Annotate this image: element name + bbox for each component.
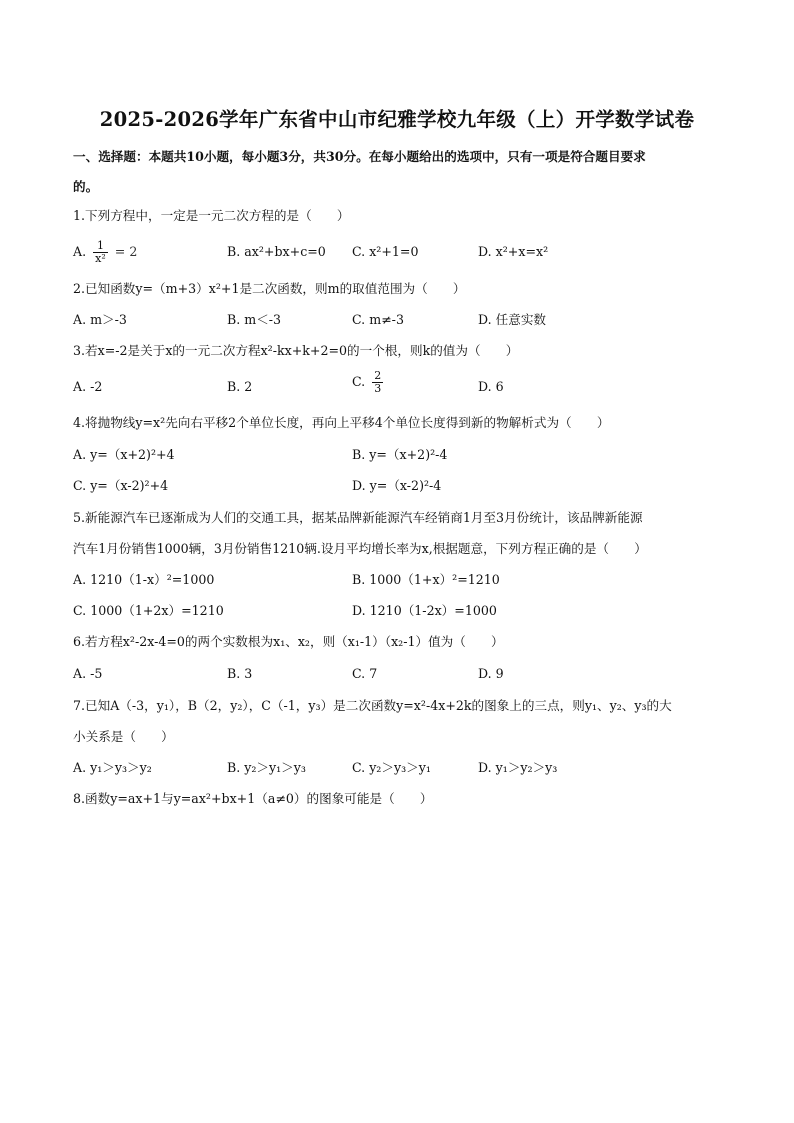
question-4-option-b: B. y=（x+2)²-4 <box>352 447 448 462</box>
question-6-option-a: A. -5 <box>73 666 103 681</box>
option-a-prefix: A. <box>73 244 87 259</box>
question-5-option-c: C. 1000（1+2x）=1210 <box>73 603 224 618</box>
section-1-instructions <box>73 142 723 202</box>
question-7-stem-line-1: 7.已知A（-3，y₁），B（2，y₂），C（-1，y₃）是二次函数y=x²-4x+2k的图象上的三点，则y₁、y₂、y₃的大 <box>73 698 672 713</box>
question-2-option-c: C. m≠-3 <box>352 312 404 327</box>
fraction-denominator: x² <box>95 252 106 265</box>
question-4-option-c: C. y=（x-2)²+4 <box>73 478 169 493</box>
fraction-numerator: 1 <box>93 240 108 253</box>
question-2-option-b: B. m＜-3 <box>227 312 282 327</box>
question-2-option-d: D. 任意实数 <box>478 312 547 327</box>
question-6-stem: 6.若方程x²-2x-4=0的两个实数根为x₁、x₂，则（x₁-1）（x₂-1）值为（ ） <box>73 634 504 649</box>
question-5-option-b: B. 1000（1+x）²=1210 <box>352 572 500 587</box>
question-7-stem-line-2: 小关系是（ ） <box>73 729 174 744</box>
question-4-option-d: D. y=（x-2)²-4 <box>352 478 442 493</box>
question-5-stem-line-1: 5.新能源汽车已逐渐成为人们的交通工具，据某品牌新能源汽车经销商1月至3月份统计，该品牌新能源 <box>73 510 643 525</box>
question-1-option-d: D. x²+x=x² <box>478 244 549 259</box>
question-3-option-d: D. 6 <box>478 379 504 394</box>
question-2-option-a: A. m＞-3 <box>73 312 127 327</box>
question-5-option-d: D. 1210（1-2x）=1000 <box>352 603 497 618</box>
fraction <box>93 240 108 265</box>
option-c-prefix: C. <box>352 374 366 389</box>
question-7-option-a: A. y₁＞y₃＞y₂ <box>73 760 152 775</box>
question-3-option-c <box>352 370 386 395</box>
question-1-option-b: B. ax²+bx+c=0 <box>227 244 326 259</box>
question-6-option-c: C. 7 <box>352 666 378 681</box>
question-8-stem: 8.函数y=ax+1与y=ax²+bx+1（a≠0）的图象可能是（ ） <box>73 791 433 806</box>
question-4-option-a: A. y=（x+2)²+4 <box>73 447 175 462</box>
question-3-stem: 3.若x=-2是关于x的一元二次方程x²-kx+k+2=0的一个根，则k的值为（ ） <box>73 343 519 358</box>
question-1-stem: 1.下列方程中，一定是一元二次方程的是（ ） <box>73 208 350 223</box>
question-1-option-a <box>73 240 137 265</box>
fraction-denominator: 3 <box>374 382 382 395</box>
exam-title: 2025-2026学年广东省中山市纪雅学校九年级（上）开学数学试卷 <box>99 108 695 131</box>
question-1-option-c: C. x²+1=0 <box>352 244 419 259</box>
question-3-option-a: A. -2 <box>73 379 103 394</box>
question-3-option-b: B. 2 <box>227 379 253 394</box>
question-7-option-d: D. y₁＞y₂＞y₃ <box>478 760 558 775</box>
question-5-stem-line-2: 汽车1月份销售1000辆，3月份销售1210辆.设月平均增长率为x,根据题意，下列方程正确的是（ ） <box>73 541 647 556</box>
section-1-line-1: 一、选择题：本题共10小题，每小题3分，共30分。在每小题给出的选项中，只有一项是符合题目要求 <box>73 149 646 164</box>
question-4-stem: 4.将抛物线y=x²先向右平移2个单位长度，再向上平移4个单位长度得到新的物解析式为（ ） <box>73 415 610 430</box>
question-2-stem: 2.已知函数y=（m+3）x²+1是二次函数，则m的取值范围为（ ） <box>73 281 466 296</box>
question-7-option-b: B. y₂＞y₁＞y₃ <box>227 760 306 775</box>
question-6-option-d: D. 9 <box>478 666 504 681</box>
question-5-option-a: A. 1210（1-x）²=1000 <box>73 572 215 587</box>
fraction <box>372 370 383 395</box>
question-7-option-c: C. y₂＞y₃＞y₁ <box>352 760 431 775</box>
section-1-line-2: 的。 <box>73 179 99 194</box>
option-a-suffix: = 2 <box>114 244 138 259</box>
question-6-option-b: B. 3 <box>227 666 253 681</box>
fraction-numerator: 2 <box>374 369 382 382</box>
